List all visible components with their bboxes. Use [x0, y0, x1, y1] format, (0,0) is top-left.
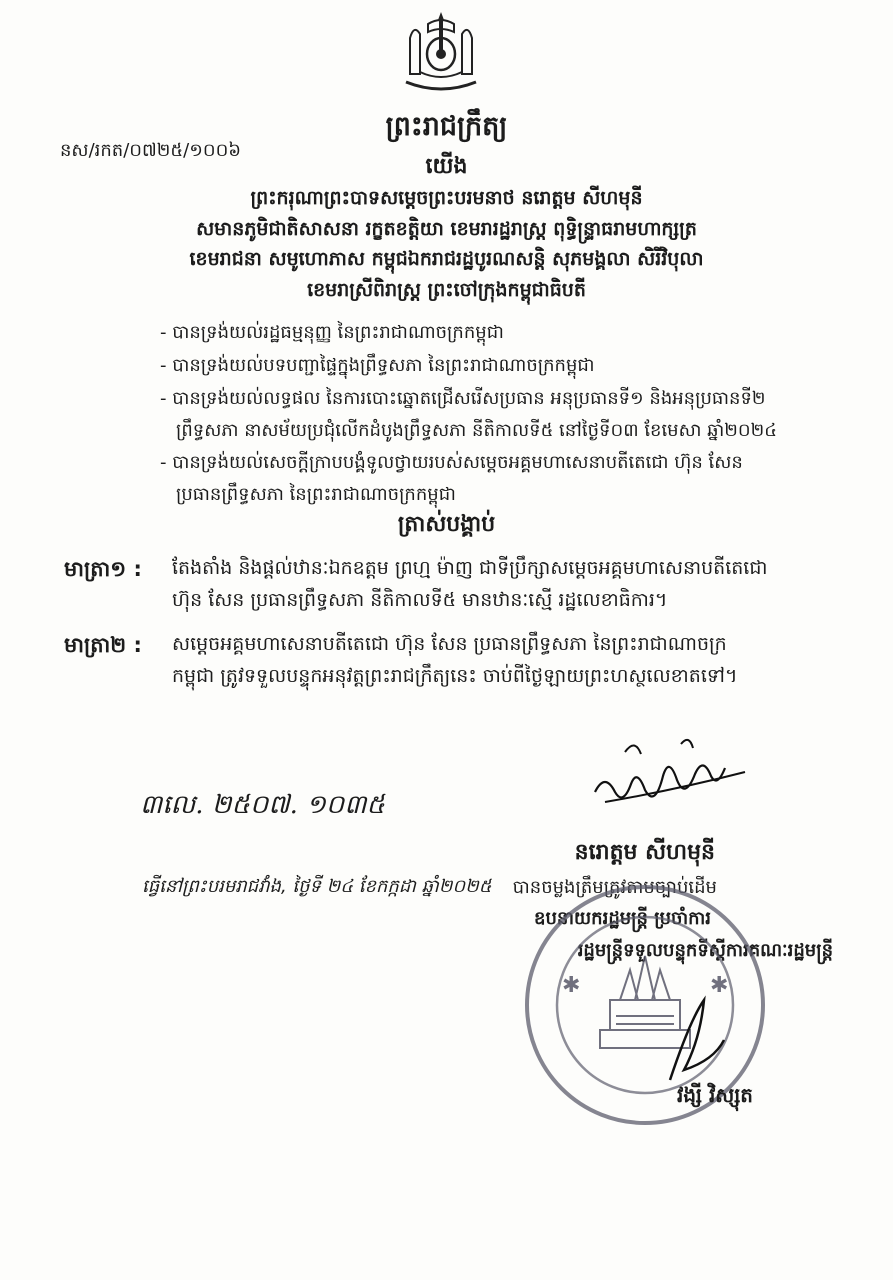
- svg-text:✱: ✱: [710, 973, 729, 998]
- royal-coat-of-arms-icon: [398, 8, 484, 94]
- article-label: មាត្រា១ :: [64, 557, 142, 581]
- signer-name: វង្សី វិស្សុត: [676, 1083, 753, 1107]
- certifier-title-line: រដ្ឋមន្ត្រីទទួលបន្ទុកទីស្តីការគណៈរដ្ឋមន្ត្រី: [577, 940, 833, 961]
- handwritten-registration-note: ៣លេ. ២៥០៧. ១០៣៥: [140, 790, 385, 820]
- royal-signature-icon: [585, 732, 755, 812]
- article-text: កម្ពុជា ត្រូវទទួលបន្ទុកអនុវត្តព្រះរាជក្រឹត្យនេះ ចាប់ពីថ្ងៃឡាយព្រះហស្ថលេខាតទៅ។: [172, 665, 738, 687]
- article-text: តែងតាំង និងផ្តល់ឋានៈឯកឧត្តម ព្រហ្ម ម៉ាញ ជាទីប្រឹក្សាសម្តេចអគ្គមហាសេនាបតីតេជោ: [172, 557, 768, 579]
- consideration-line: - បានទ្រង់យល់បទបញ្ជាផ្ទៃក្នុងព្រឹទ្ធសភា នៃព្រះរាជាណាចក្រកម្ពុជា: [160, 355, 595, 376]
- certifier-title-line: ឧបនាយករដ្ឋមន្ត្រី ប្រចាំការ: [534, 908, 711, 929]
- king-title-line: ខេមរាជនា សមូហោភាស កម្ពុជឯករាជរដ្ឋបូរណសន្តិ សុភមង្គលា សិរីវិបុលា: [189, 248, 704, 270]
- consideration-line: ប្រធានព្រឹទ្ធសភា នៃព្រះរាជាណាចក្រកម្ពុជា: [176, 484, 456, 505]
- consideration-line: - បានទ្រង់យល់សេចក្តីក្រាបបង្គំទូលថ្វាយរបស់សម្តេចអគ្គមហាសេនាបតីតេជោ ហ៊ុន សែន: [160, 452, 743, 473]
- consideration-line: - បានទ្រង់យល់លទ្ធផល នៃការបោះឆ្នោតជ្រើសរើសប្រធាន អនុប្រធានទី១ និងអនុប្រធានទី២: [160, 388, 766, 409]
- reference-number: នស/រកត/០៧២៥/១០០៦: [60, 140, 242, 161]
- certified-copy-line: បានចម្លងត្រឹមត្រូវតាមច្បាប់ដើម: [512, 877, 717, 898]
- article-text: សម្តេចអគ្គមហាសេនាបតីតេជោ ហ៊ុន សែន ប្រធានព្រឹទ្ធសភា នៃព្រះរាជាណាចក្រ: [172, 633, 727, 655]
- svg-text:✱: ✱: [562, 973, 581, 998]
- decree-heading: ត្រាស់បង្គាប់: [397, 512, 496, 537]
- consideration-line: - បានទ្រង់យល់រដ្ឋធម្មនុញ្ញ នៃព្រះរាជាណាចក្រកម្ពុជា: [160, 322, 504, 343]
- we-heading: យើង: [425, 154, 468, 179]
- consideration-line: ព្រឹទ្ធសភា នាសម័យប្រជុំលើកដំបូងព្រឹទ្ធសភា នីតិកាលទី៥ នៅថ្ងៃទី០៣ ខែមេសា ឆ្នាំ២០២៤: [176, 420, 778, 441]
- date-line: ធ្វើនៅព្រះបរមរាជវាំង, ថ្ងៃទី ២៤ ខែកក្កដា ឆ្នាំ២០២៥: [142, 876, 492, 897]
- king-title-line: ខេមរាស្រីពិរាស្ត្រ ព្រះចៅក្រុងកម្ពុជាធិបតី: [307, 279, 586, 301]
- article-label: មាត្រា២ :: [64, 633, 142, 657]
- king-title-line: ព្រះករុណាព្រះបាទសម្តេចព្រះបរមនាថ នរោត្តម សីហមុនី: [250, 187, 643, 209]
- king-title-line: សមានភូមិជាតិសាសនា រក្ខតខត្តិយា ខេមរារដ្ឋរាស្ត្រ ពុទ្ធិន្ទ្រាធរាមហាក្សត្រ: [196, 218, 697, 240]
- king-name: នរោត្តម សីហមុនី: [574, 840, 715, 865]
- document-title: ព្រះរាជក្រឹត្យ: [385, 111, 508, 142]
- article-text: ហ៊ុន សែន ប្រធានព្រឹទ្ធសភា នីតិកាលទី៥ មានឋានៈស្មើ រដ្ឋលេខាធិការ។: [172, 589, 668, 611]
